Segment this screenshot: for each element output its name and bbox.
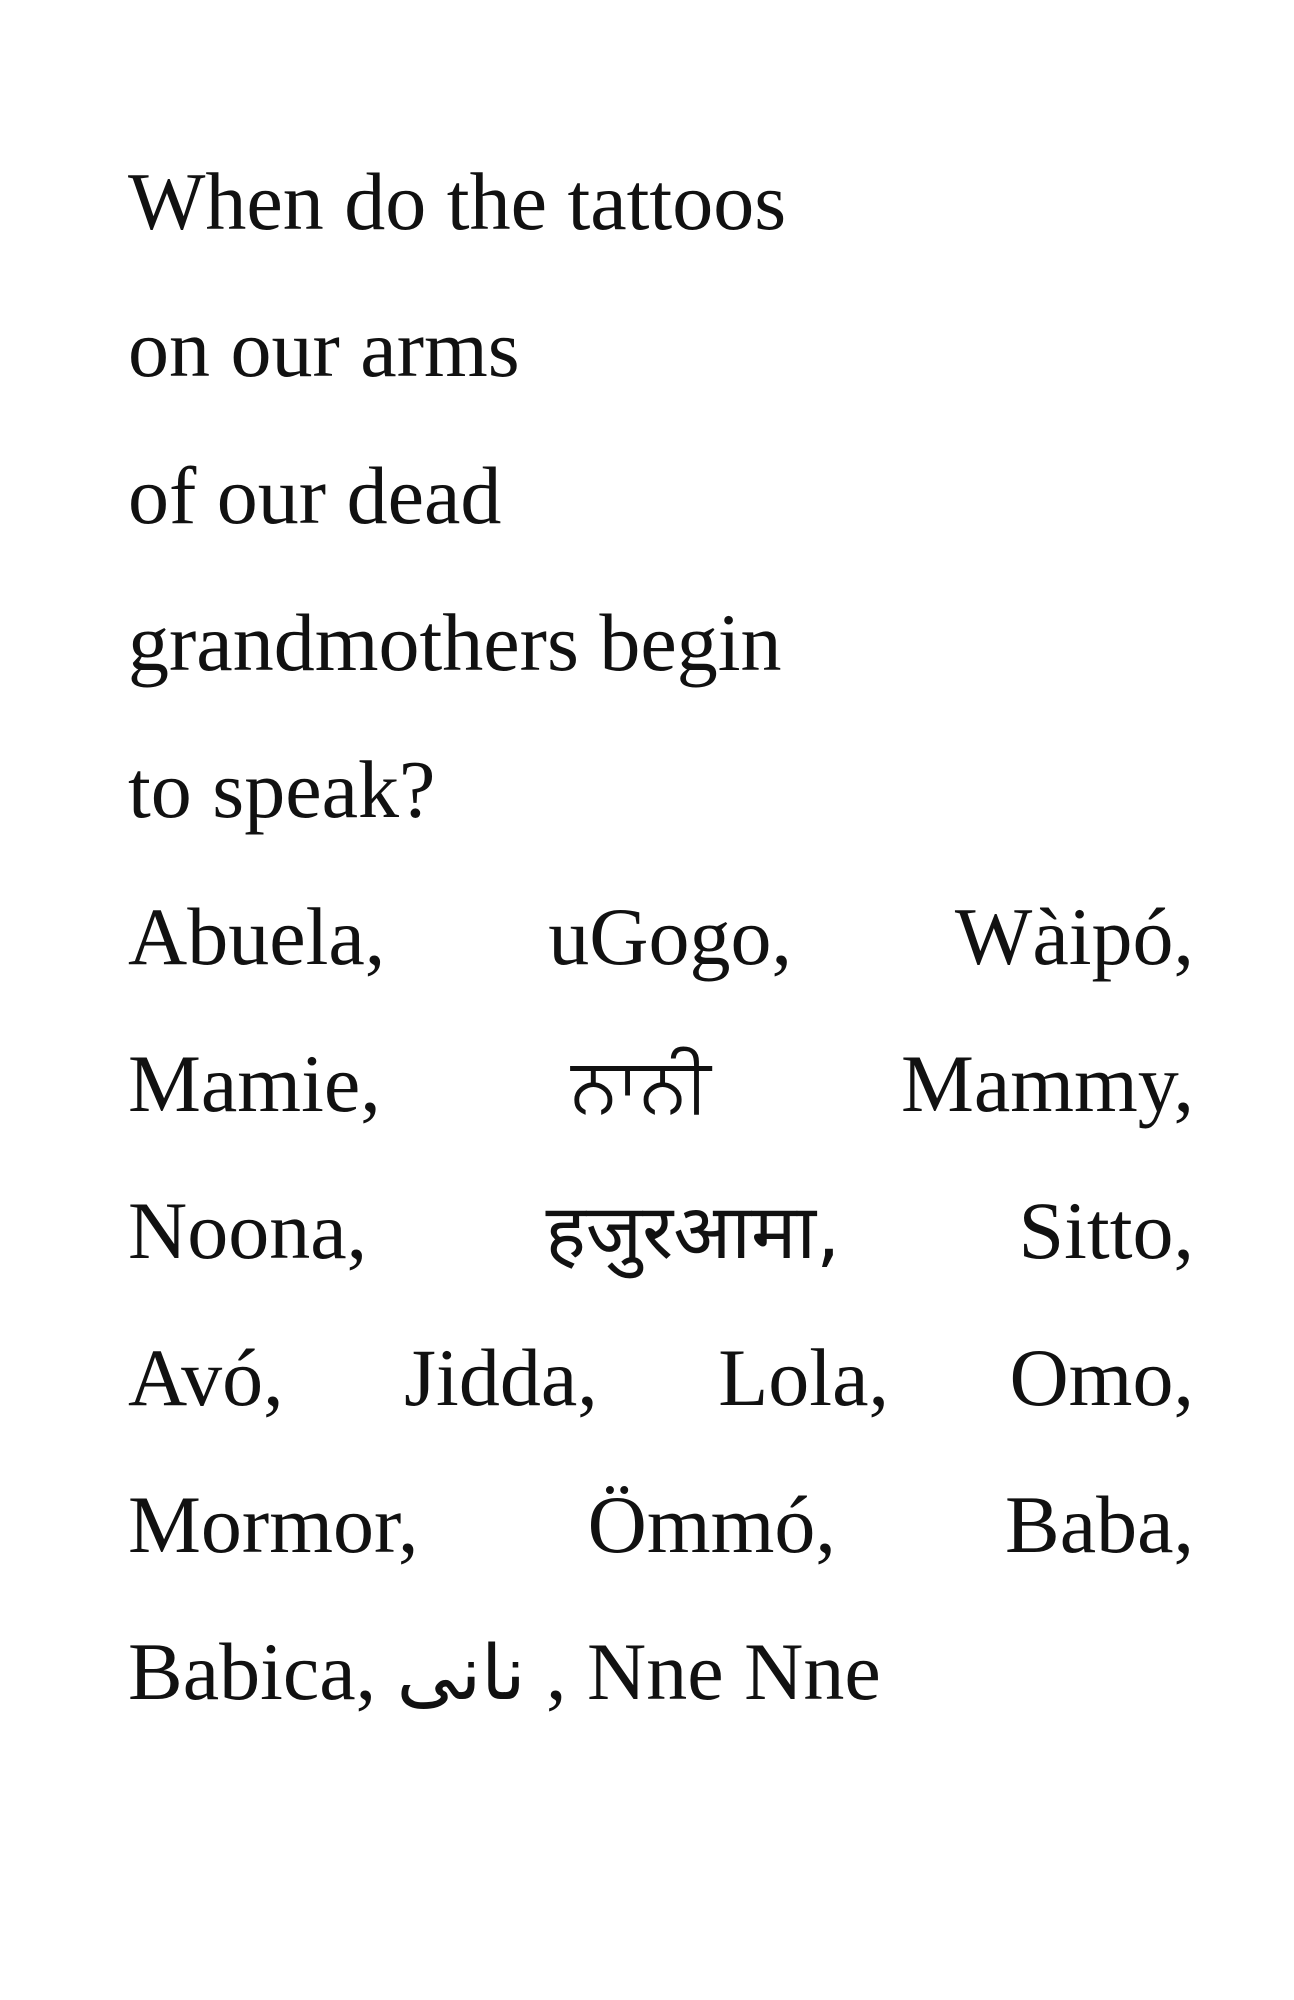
- grandmother-name: Baba,: [1005, 1479, 1194, 1570]
- names-last-line: [128, 1598, 1194, 1745]
- grandmother-name: Omo,: [1009, 1332, 1194, 1423]
- poem-line: to speak?: [128, 744, 436, 835]
- poem-text: [128, 128, 1194, 1745]
- names-line: [128, 1304, 1194, 1451]
- grandmother-name: Abuela,: [128, 891, 386, 982]
- grandmother-name: Jidda,: [404, 1332, 598, 1423]
- poem-line: on our arms: [128, 303, 520, 394]
- grandmother-name: Ömmó,: [587, 1479, 836, 1570]
- grandmother-name: Noona,: [128, 1185, 368, 1276]
- grandmother-name: uGogo,: [548, 891, 792, 982]
- names-line: [128, 1010, 1194, 1157]
- poem-line: of our dead: [128, 450, 502, 541]
- grandmother-name-gurmukhi: ਨਾਨੀ: [571, 1040, 711, 1129]
- grandmother-name: Lola,: [718, 1332, 889, 1423]
- grandmother-name: Sitto,: [1018, 1185, 1194, 1276]
- names-line: [128, 1451, 1194, 1598]
- grandmother-name-urdu: نانی: [396, 1628, 526, 1717]
- grandmother-name: Babica,: [128, 1626, 377, 1717]
- grandmother-name-devanagari: हजुरआमा,: [545, 1187, 841, 1276]
- grandmother-name: Mamie,: [128, 1038, 381, 1129]
- grandmother-name: Mormor,: [128, 1479, 419, 1570]
- grandmother-name: Avó,: [128, 1332, 284, 1423]
- names-line: [128, 1157, 1194, 1304]
- poem-line: grandmothers begin: [128, 597, 782, 688]
- grandmother-name: Wàipó,: [954, 891, 1194, 982]
- grandmother-name: Mammy,: [900, 1038, 1194, 1129]
- grandmother-name: , Nne Nne: [545, 1626, 881, 1717]
- names-line: [128, 863, 1194, 1010]
- poem-line: When do the tattoos: [128, 156, 787, 247]
